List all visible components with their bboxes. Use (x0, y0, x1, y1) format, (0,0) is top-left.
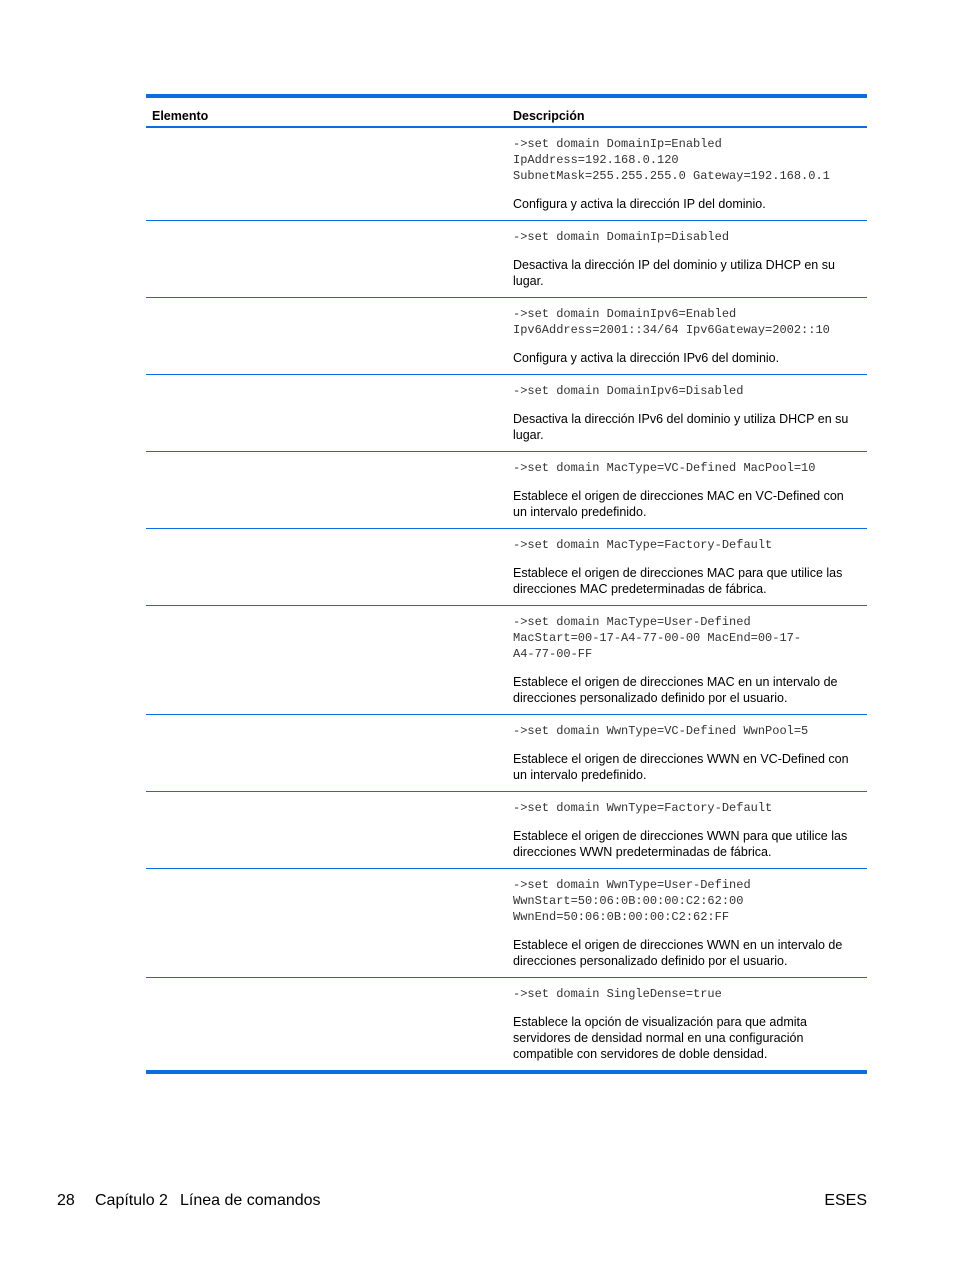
element-cell (146, 606, 507, 714)
table-row (146, 298, 867, 375)
description-cell (507, 606, 867, 714)
command-text: ->set domain WwnType=User-Defined WwnStart=50:06:0B:00:00:C2:62:00 WwnEnd=50:06:0B:00:00:C2:62:FF (513, 878, 751, 924)
element-cell (146, 529, 507, 605)
command-text: ->set domain DomainIpv6=Disabled (513, 384, 744, 398)
element-cell (146, 221, 507, 297)
table-row (146, 869, 867, 978)
element-cell (146, 128, 507, 220)
page-number: 28 (57, 1192, 75, 1209)
table-row (146, 221, 867, 298)
description-text: Establece la opción de visualización para que admita servidores de densidad normal en una configuración compatible con servidores de doble densidad. (513, 1015, 807, 1061)
table-row (146, 128, 867, 221)
table-row (146, 452, 867, 529)
element-cell (146, 715, 507, 791)
table-header (146, 98, 867, 128)
element-cell (146, 869, 507, 977)
description-cell (507, 298, 867, 374)
description-cell (507, 128, 867, 220)
description-cell (507, 452, 867, 528)
command-table (146, 94, 867, 1074)
page-footer (57, 1192, 867, 1212)
command-text: ->set domain SingleDense=true (513, 987, 722, 1001)
language-code: ESES (824, 1192, 867, 1209)
command-text: ->set domain WwnType=Factory-Default (513, 801, 773, 815)
table-row (146, 978, 867, 1070)
description-cell (507, 792, 867, 868)
command-text: ->set domain MacType=Factory-Default (513, 538, 773, 552)
description-text: Establece el origen de direcciones MAC en VC-Defined con un intervalo predefinido. (513, 489, 844, 519)
description-text: Desactiva la dirección IPv6 del dominio y utiliza DHCP en su lugar. (513, 412, 849, 442)
table-row (146, 792, 867, 869)
element-cell (146, 452, 507, 528)
description-cell (507, 375, 867, 451)
description-text: Configura y activa la dirección IP del dominio. (513, 197, 766, 211)
table-row (146, 529, 867, 606)
description-text: Configura y activa la dirección IPv6 del dominio. (513, 351, 780, 365)
table-row (146, 606, 867, 715)
command-text: ->set domain DomainIp=Enabled IpAddress=192.168.0.120 SubnetMask=255.255.255.0 Gateway=192.168.0.1 (513, 137, 830, 183)
description-text: Establece el origen de direcciones MAC en un intervalo de direcciones personalizado definido por el usuario. (513, 675, 838, 705)
command-text: ->set domain DomainIp=Disabled (513, 230, 730, 244)
header-description: Descripción (513, 109, 585, 123)
description-cell (507, 529, 867, 605)
description-text: Establece el origen de direcciones WWN en un intervalo de direcciones personalizado definido por el usuario. (513, 938, 843, 968)
element-cell (146, 298, 507, 374)
chapter-title: Línea de comandos (180, 1192, 321, 1209)
table-row (146, 715, 867, 792)
table-body (146, 128, 867, 1070)
header-element: Elemento (152, 109, 209, 123)
description-cell (507, 869, 867, 977)
description-cell (507, 715, 867, 791)
command-text: ->set domain MacType=User-Defined MacStart=00-17-A4-77-00-00 MacEnd=00-17- A4-77-00-FF (513, 615, 802, 661)
table-row (146, 375, 867, 452)
chapter-label: Capítulo 2 (95, 1192, 168, 1209)
element-cell (146, 978, 507, 1070)
element-cell (146, 375, 507, 451)
description-cell (507, 221, 867, 297)
description-cell (507, 978, 867, 1070)
description-text: Desactiva la dirección IP del dominio y utiliza DHCP en su lugar. (513, 258, 835, 288)
description-text: Establece el origen de direcciones WWN para que utilice las direcciones WWN predeterminadas de fábrica. (513, 829, 848, 859)
description-text: Establece el origen de direcciones MAC para que utilice las direcciones MAC predeterminadas de fábrica. (513, 566, 843, 596)
description-text: Establece el origen de direcciones WWN en VC-Defined con un intervalo predefinido. (513, 752, 849, 782)
command-text: ->set domain WwnType=VC-Defined WwnPool=5 (513, 724, 809, 738)
element-cell (146, 792, 507, 868)
command-text: ->set domain DomainIpv6=Enabled Ipv6Address=2001::34/64 Ipv6Gateway=2002::10 (513, 307, 830, 337)
command-text: ->set domain MacType=VC-Defined MacPool=10 (513, 461, 816, 475)
